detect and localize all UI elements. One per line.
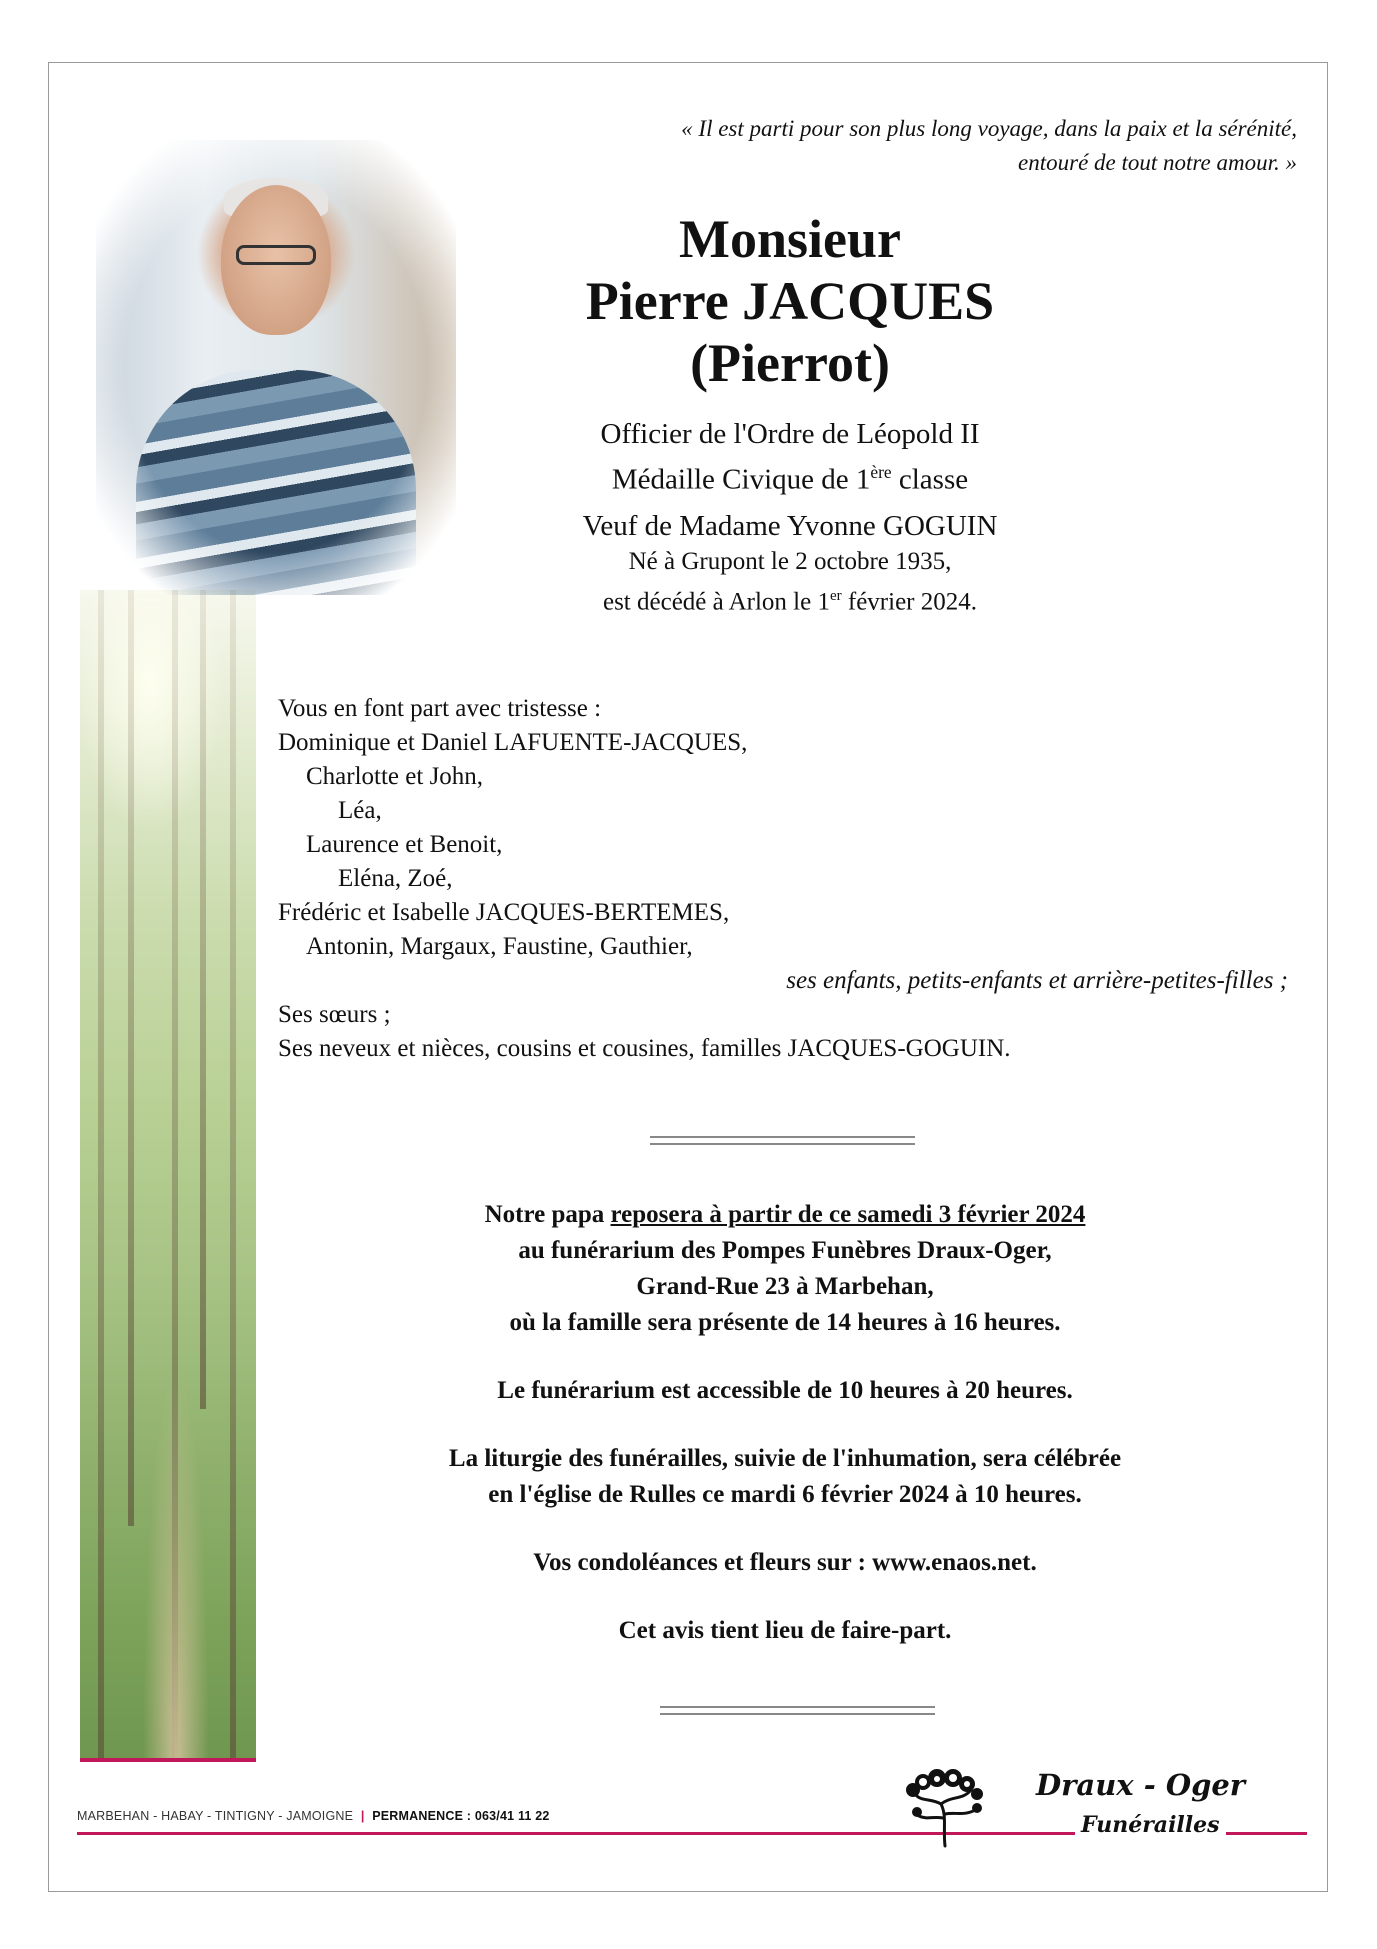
family-line: Dominique et Daniel LAFUENTE-JACQUES, [278, 729, 748, 756]
forest-accent-bar [80, 1758, 256, 1762]
honors [470, 415, 1110, 499]
forest-path-image [80, 590, 256, 1760]
family-line: Eléna, Zoé, [338, 865, 453, 892]
family-line: Léa, [338, 797, 382, 824]
epigraph-quote [537, 112, 1297, 180]
honor-leopold: Officier de l'Ordre de Léopold II [600, 418, 980, 450]
deceased-nickname: (Pierrot) [690, 333, 890, 393]
visitation-paragraph: Notre papa reposera à partir de ce samedi 3 février 2024 au funérarium des Pompes Funèbres Draux-Oger, Grand-Rue 23 à Marbehan, où la famille sera présente de 14 heures à 16 heures. [484, 1201, 1086, 1336]
birth-line: Né à Grupont le 2 octobre 1935, [628, 548, 952, 575]
family-line: Charlotte et John, [306, 763, 484, 790]
faire-part-paragraph: Cet avis tient lieu de faire-part. [618, 1617, 952, 1644]
family-summary: ses enfants, petits-enfants et arrière-petites-filles ; [786, 967, 1288, 994]
deceased-heading [470, 208, 1110, 394]
portrait-photo [96, 140, 456, 595]
divider-bottom [660, 1706, 935, 1715]
divider-top [650, 1136, 915, 1145]
quote-line-2: entouré de tout notre amour. » [1018, 150, 1297, 175]
honor-medal: Médaille Civique de 1ère classe [611, 462, 969, 496]
widow-line: Veuf de Madame Yvonne GOGUIN [582, 510, 998, 542]
family-announcement [278, 692, 1288, 1066]
footer-separator: | [360, 1809, 365, 1823]
brand-subtitle: Funérailles [1075, 1812, 1226, 1838]
civility: Monsieur [679, 209, 901, 269]
footer-contact [77, 1809, 550, 1823]
footer-locations: MARBEHAN - HABAY - TINTIGNY - JAMOIGNE [77, 1809, 354, 1823]
condolences-paragraph: Vos condoléances et fleurs sur : www.enaos.net. [533, 1549, 1037, 1576]
liturgy-paragraph: La liturgie des funérailles, suivie de l'inhumation, sera célébrée en l'église de Rulles ce mardi 6 février 2024 à 10 heures. [448, 1445, 1122, 1508]
brand-name: Draux - Oger [1036, 1768, 1246, 1802]
family-intro: Vous en font part avec tristesse : [278, 695, 602, 722]
tree-logo-icon [895, 1768, 995, 1848]
deceased-name: Pierre JACQUES [585, 271, 995, 331]
family-extended: Ses neveux et nièces, cousins et cousines, familles JACQUES-GOGUIN. [278, 1035, 1011, 1062]
quote-line-1: « Il est parti pour son plus long voyage, dans la paix et la sérénité, [681, 116, 1297, 141]
footer-permanence: PERMANENCE : 063/41 11 22 [372, 1809, 550, 1823]
family-line: Antonin, Margaux, Faustine, Gauthier, [306, 933, 693, 960]
family-line: Laurence et Benoit, [306, 831, 503, 858]
access-paragraph: Le funérarium est accessible de 10 heures à 20 heures. [497, 1377, 1073, 1404]
funeral-notice [330, 1197, 1240, 1681]
birth-death-dates [470, 545, 1110, 619]
family-sisters: Ses sœurs ; [278, 1001, 391, 1028]
death-line: est décédé à Arlon le 1er février 2024. [602, 588, 978, 616]
family-line: Frédéric et Isabelle JACQUES-BERTEMES, [278, 899, 730, 926]
